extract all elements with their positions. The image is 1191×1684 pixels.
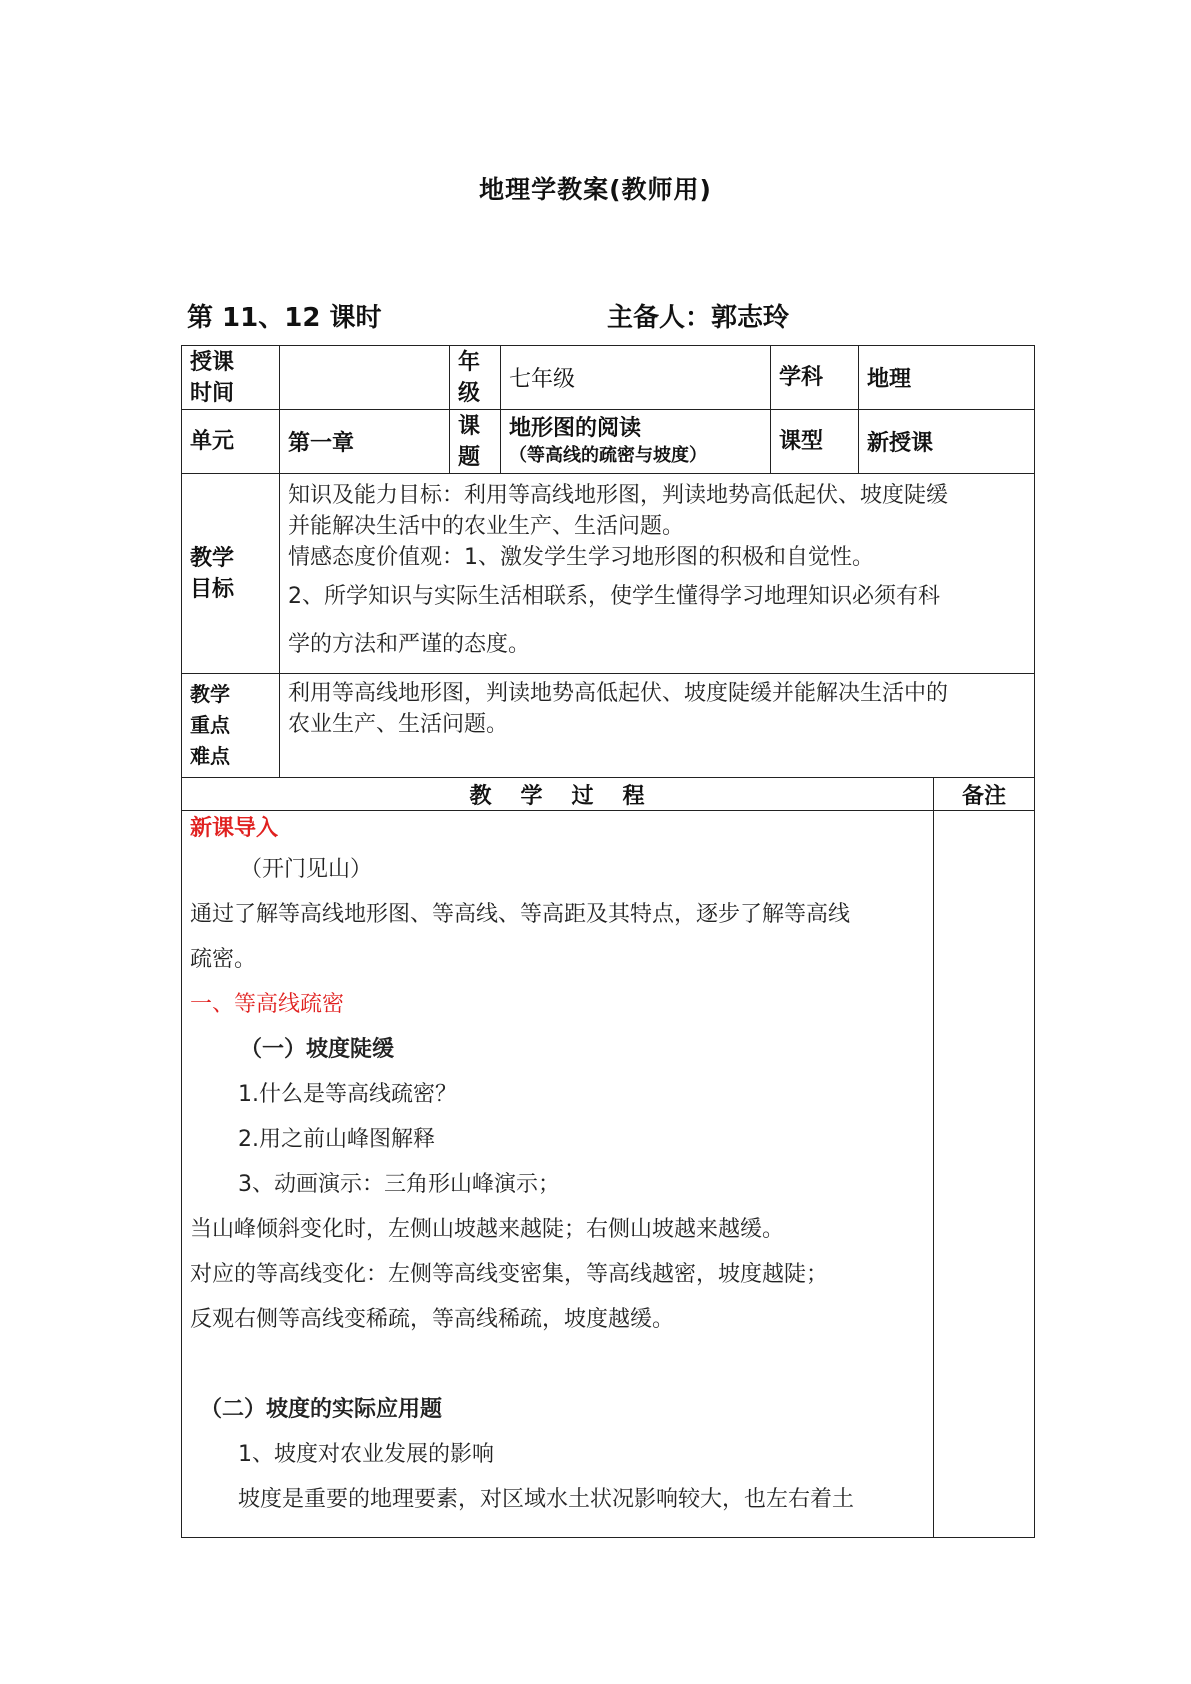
section-heading: 一、等高线疏密 [190, 992, 345, 1017]
subject-label: 学科 [779, 365, 824, 390]
objective-line: 学的方法和严谨的态度。 [288, 632, 531, 657]
type-value-cell [859, 410, 1035, 474]
objectives-cell [280, 474, 1035, 674]
grade-value: 七年级 [509, 367, 576, 392]
notes-header: 备注 [934, 778, 1035, 811]
process-line: 当山峰倾斜变化时，左侧山坡越来越陡；右侧山坡越来越缓。 [190, 1217, 785, 1242]
process-line: 1、坡度对农业发展的影响 [238, 1442, 494, 1467]
notes-cell [934, 811, 1035, 1538]
time-label: 授课 时间 [190, 349, 235, 406]
grade-label: 年 级 [458, 349, 481, 406]
objective-line: 知识及能力目标：利用等高线地形图，判读地势高低起伏、坡度陡缓 [288, 483, 949, 508]
lesson-info-table [181, 345, 1035, 778]
document-title: 地理学教案(教师用) [479, 175, 712, 204]
topic-label: 课 题 [458, 413, 481, 470]
objective-line: 情感态度价值观：1、激发学生学习地形图的积极和自觉性。 [288, 545, 874, 570]
time-label-cell [182, 346, 280, 410]
process-header-char: 程 [622, 783, 646, 809]
blank-line [190, 1342, 925, 1387]
objectives-label: 教学 目标 [190, 545, 235, 602]
grade-value-cell [501, 346, 771, 410]
process-line: 通过了解等高线地形图、等高线、等高距及其特点，逐步了解等高线 [190, 902, 851, 927]
process-line: 坡度是重要的地理要素，对区域水土状况影响较大，也左右着土 [238, 1487, 855, 1512]
unit-value: 第一章 [288, 431, 355, 456]
info-row-unit [182, 410, 1035, 474]
keypoint-line: 利用等高线地形图，判读地势高低起伏、坡度陡缓并能解决生活中的 [288, 681, 949, 706]
process-line: 3、动画演示：三角形山峰演示； [238, 1172, 560, 1197]
process-line: 疏密。 [190, 947, 257, 972]
topic-value-cell [501, 410, 771, 474]
info-row-time [182, 346, 1035, 410]
teaching-process-table [181, 777, 1035, 1538]
preparer-name: 主备人：郭志玲 [607, 303, 790, 333]
subject-label-cell [771, 346, 859, 410]
process-header [182, 778, 934, 811]
process-line: 对应的等高线变化：左侧等高线变密集，等高线越密，坡度越陡； [190, 1262, 829, 1287]
process-header-row [182, 778, 1035, 811]
keypoints-cell [280, 674, 1035, 778]
objective-line: 2、所学知识与实际生活相联系，使学生懂得学习地理知识必须有科 [288, 584, 940, 609]
lesson-number: 第 11、12 课时 [187, 303, 382, 333]
type-value: 新授课 [867, 431, 934, 456]
type-label-cell [771, 410, 859, 474]
grade-label-cell [450, 346, 501, 410]
lesson-meta [187, 297, 1037, 331]
keypoint-line: 农业生产、生活问题。 [288, 712, 509, 737]
objectives-label-cell [182, 474, 280, 674]
process-body-row [182, 811, 1035, 1538]
unit-label-cell [182, 410, 280, 474]
subject-value: 地理 [867, 367, 912, 392]
topic-subtitle: （等高线的疏密与坡度） [509, 444, 707, 466]
keypoints-label: 教学 重点 难点 [190, 682, 230, 768]
unit-label: 单元 [190, 429, 235, 454]
process-line: （开门见山） [240, 857, 373, 882]
keypoints-label-cell [182, 674, 280, 778]
subsection-heading: （二）坡度的实际应用题 [200, 1397, 443, 1422]
process-line: 1.什么是等高线疏密？ [238, 1082, 457, 1107]
process-header-char: 教 [469, 783, 493, 809]
process-header-char: 过 [571, 783, 595, 809]
process-line: 2.用之前山峰图解释 [238, 1127, 435, 1152]
subsection-heading: （一）坡度陡缓 [240, 1037, 395, 1062]
process-line: 反观右侧等高线变稀疏，等高线稀疏，坡度越缓。 [190, 1307, 675, 1332]
unit-value-cell [280, 410, 450, 474]
topic-main: 地形图的阅读 [509, 415, 642, 441]
subject-value-cell [859, 346, 1035, 410]
objective-line: 并能解决生活中的农业生产、生活问题。 [288, 514, 685, 539]
type-label: 课型 [779, 429, 824, 454]
process-header-char: 学 [520, 783, 544, 809]
info-row-objectives [182, 474, 1035, 674]
time-value-cell [280, 346, 450, 410]
info-row-keypoints [182, 674, 1035, 778]
intro-heading: 新课导入 [190, 816, 279, 841]
topic-label-cell [450, 410, 501, 474]
process-content [182, 811, 934, 1538]
